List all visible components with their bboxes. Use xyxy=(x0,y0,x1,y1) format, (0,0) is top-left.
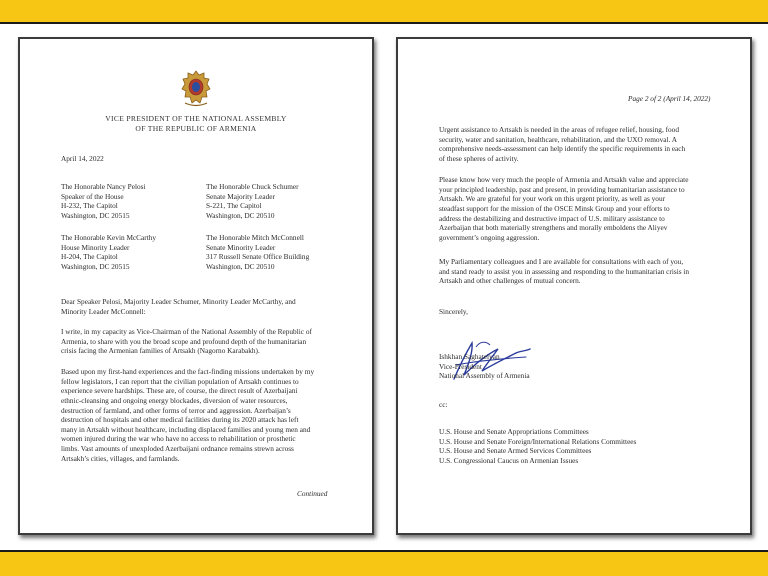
text-line: My Parliamentary colleagues and I are available for consultations with each of you, xyxy=(439,257,684,266)
addressee-line: H-204, The Capitol xyxy=(61,252,118,262)
addressee-line: Washington, DC 20510 xyxy=(206,210,275,220)
addressee-line: The Honorable Nancy Pelosi xyxy=(61,182,146,191)
paragraph-findings xyxy=(61,367,341,463)
cc-item: U.S. Congressional Caucus on Armenian Issues xyxy=(439,455,579,465)
text-line: fellow legislators, I can report that the civilian population of Artsakh continues to xyxy=(61,376,299,386)
addressee-block xyxy=(206,182,299,221)
page-marker: Page 2 of 2 (April 14, 2022) xyxy=(628,94,711,103)
text-line: Urgent assistance to Artsakh is needed in the areas of refugee relief, housing, food xyxy=(439,125,679,134)
addressee-line: The Honorable Mitch McConnell xyxy=(206,233,304,242)
addressee-line: Speaker of the House xyxy=(61,191,124,201)
addressee-block xyxy=(206,233,309,272)
text-line: Artsakh’s cities, villages, and farmlands. xyxy=(61,453,180,463)
continued-note: Continued xyxy=(297,489,328,498)
signer-block xyxy=(439,352,530,381)
signer-name: Ishkhan Saghatelyan xyxy=(439,352,500,361)
addressee-line: 317 Russell Senate Office Building xyxy=(206,252,310,262)
text-line: comprehensive needs-assessment can help identify the specific requirements in each xyxy=(439,144,686,154)
signer-title: Vice-President xyxy=(439,361,482,371)
text-line: Please know how very much the people of Armenia and Artsakh value and appreciate xyxy=(439,175,689,184)
text-line: Artsakh. We are grateful for your work on this urgent priority, as well as your xyxy=(439,194,666,204)
paragraph-needs xyxy=(439,125,729,164)
addressee-line: H-232, The Capitol xyxy=(61,201,118,211)
text-line: of these spheres of activity. xyxy=(439,153,519,163)
addressee-line: Senate Minority Leader xyxy=(206,242,276,252)
armenia-coat-of-arms-icon xyxy=(179,69,213,109)
addressee-line: The Honorable Kevin McCarthy xyxy=(61,233,157,242)
addressee-block xyxy=(61,182,146,221)
paragraph-availability xyxy=(439,257,729,286)
text-line: Azerbaijan that both materially strengthens and morally emboldens the Aliyev xyxy=(439,223,668,233)
text-line: address the destabilizing and destructive impact of U.S. military assistance to xyxy=(439,213,665,223)
text-line: and stand ready to assist you in assessing and responding to the humanitarian crisis in xyxy=(439,266,690,276)
text-line: security, water and sanitation, healthcare, rehabilitation, and the UXO removal. A xyxy=(439,134,678,144)
text-line: experience severe hardships. These are, of course, the direct result of Azerbaijani xyxy=(61,386,298,396)
letter-page-1 xyxy=(18,37,374,535)
text-line: Based upon my first-hand experiences and the fact-finding missions undertaken by my xyxy=(61,367,315,376)
cc-label: cc: xyxy=(439,400,448,409)
text-line: your principled leadership, past and present, in providing humanitarian assistance to xyxy=(439,184,685,194)
text-line: limbs. Vast amounts of unexploded Azerbaijani ordnance remains strewn across xyxy=(61,444,294,453)
letterhead-line-2: OF THE REPUBLIC OF ARMENIA xyxy=(135,124,257,133)
text-line: I write, in my capacity as Vice-Chairman of the National Assembly of the Republic of xyxy=(61,327,312,336)
cc-item: U.S. House and Senate Foreign/International Relations Committees xyxy=(439,436,637,446)
addressee-line: Senate Majority Leader xyxy=(206,191,275,201)
closing: Sincerely, xyxy=(439,307,468,316)
addressee-block xyxy=(61,233,156,272)
text-line: many in Artsakh without healthcare, including displaced families and young men and xyxy=(61,424,311,434)
text-line: ethnic-cleansing and ongoing energy blockades, diversion of water resources, xyxy=(61,395,288,405)
paragraph-intro xyxy=(61,327,341,356)
text-line: crisis facing the Armenian families of Artsakh (Nagorno Karabakh). xyxy=(61,346,260,356)
text-line: Minority Leader McConnell: xyxy=(61,306,146,316)
text-line: Artsakh and other challenges of mutual concern. xyxy=(439,276,581,286)
text-line: government’s ongoing aggression. xyxy=(439,232,540,242)
addressee-line: S-221, The Capitol xyxy=(206,201,262,211)
addressee-line: Washington, DC 20515 xyxy=(61,210,130,220)
addressee-line: The Honorable Chuck Schumer xyxy=(206,182,299,191)
cc-item: U.S. House and Senate Appropriations Committees xyxy=(439,427,589,436)
letter-date: April 14, 2022 xyxy=(61,154,104,163)
letter-page-2 xyxy=(396,37,752,535)
text-line: women injured during the war who have no access to rehabilitation or prosthetic xyxy=(61,434,296,444)
addressee-line: House Minority Leader xyxy=(61,242,130,252)
text-line: Armenia, to share with you the broad scope and profound depth of the humanitarian xyxy=(61,336,307,346)
text-line: destruction of hospitals and other medical facilities during its 2020 attack has left xyxy=(61,415,299,425)
cc-item: U.S. House and Senate Armed Services Committees xyxy=(439,446,592,456)
salutation xyxy=(61,297,341,316)
letterhead-line-1: VICE PRESIDENT OF THE NATIONAL ASSEMBLY xyxy=(105,114,287,123)
paragraph-appreciation xyxy=(439,175,729,242)
text-line: destruction of farmland, and other forms of terror and aggression. Azerbaijan’s xyxy=(61,405,291,415)
addressee-line: Washington, DC 20515 xyxy=(61,261,130,271)
text-line: Dear Speaker Pelosi, Majority Leader Schumer, Minority Leader McCarthy, and xyxy=(61,297,296,306)
addressee-line: Washington, DC 20510 xyxy=(206,261,275,271)
signer-organization: National Assembly of Armenia xyxy=(439,371,530,381)
cc-list xyxy=(439,427,636,466)
text-line: steadfast support for the mission of the OSCE Minsk Group and your efforts to xyxy=(439,203,670,213)
